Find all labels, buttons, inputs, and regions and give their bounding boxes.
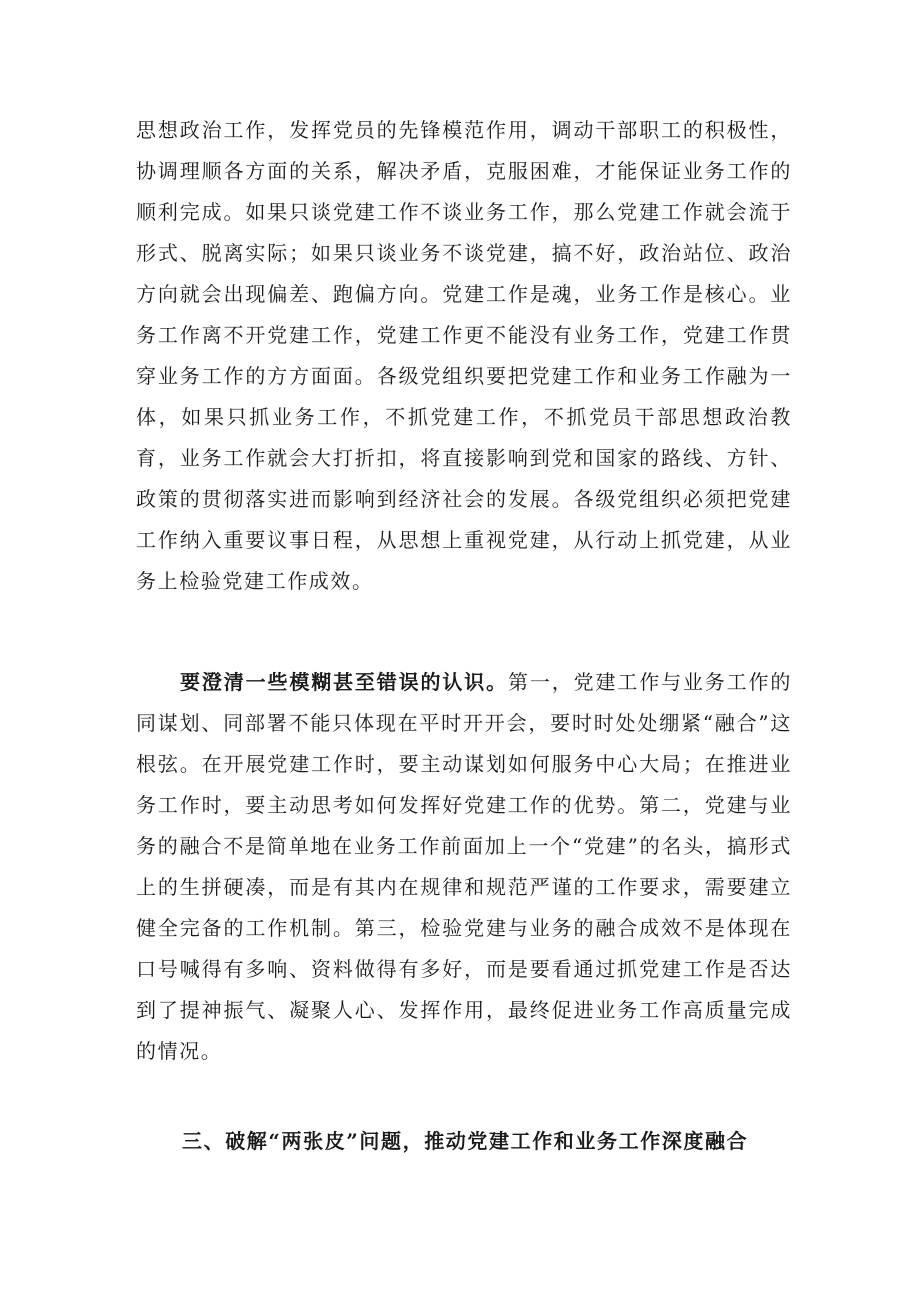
paragraph-2-body: 第一，党建工作与业务工作的同谋划、同部署不能只体现在平时开开会，要时时处处绷紧“融合”这根弦。在开展党建工作时，要主动谋划如何服务中心大局；在推进业务工作时，要主动思考如何发挥好党建工作的优势。第二，党建与业务的融合不是简单地在业务工作前面加上一个“党建”的名头，搞形式上的生拼硬凑，而是有其内在规律和规范严谨的工作要求，需要建立健全完备的工作机制。第三，检验党建与业务的融合成效不是体现在口号喊得有多响、资料做得有多好，而是要看通过抓党建工作是否达到了提神振气、凝聚人心、发挥作用，最终促进业务工作高质量完成的情况。 <box>136 670 792 1063</box>
paragraph-2-lead: 要澄清一些模糊甚至错误的认识。 <box>180 670 508 694</box>
body-paragraph-2 <box>136 662 792 1072</box>
section-heading-3: 三、破解“两张皮”问题，推动党建工作和业务工作深度融合 <box>182 1129 749 1153</box>
body-paragraph-1: 思想政治工作，发挥党员的先锋模范作用，调动干部职工的积极性，协调理顺各方面的关系，解决矛盾，克服困难，才能保证业务工作的顺利完成。如果只谈党建工作不谈业务工作，那么党建工作就会流于形式、脱离实际；如果只谈业务不谈党建，搞不好，政治站位、政治方向就会出现偏差、跑偏方向。党建工作是魂，业务工作是核心。业务工作离不开党建工作，党建工作更不能没有业务工作，党建工作贯穿业务工作的方方面面。各级党组织要把党建工作和业务工作融为一体，如果只抓业务工作，不抓党建工作，不抓党员干部思想政治教育，业务工作就会大打折扣，将直接影响到党和国家的路线、方针、政策的贯彻落实进而影响到经济社会的发展。各级党组织必须把党建工作纳入重要议事日程，从思想上重视党建，从行动上抓党建，从业务上检验党建工作成效。 <box>136 118 792 593</box>
